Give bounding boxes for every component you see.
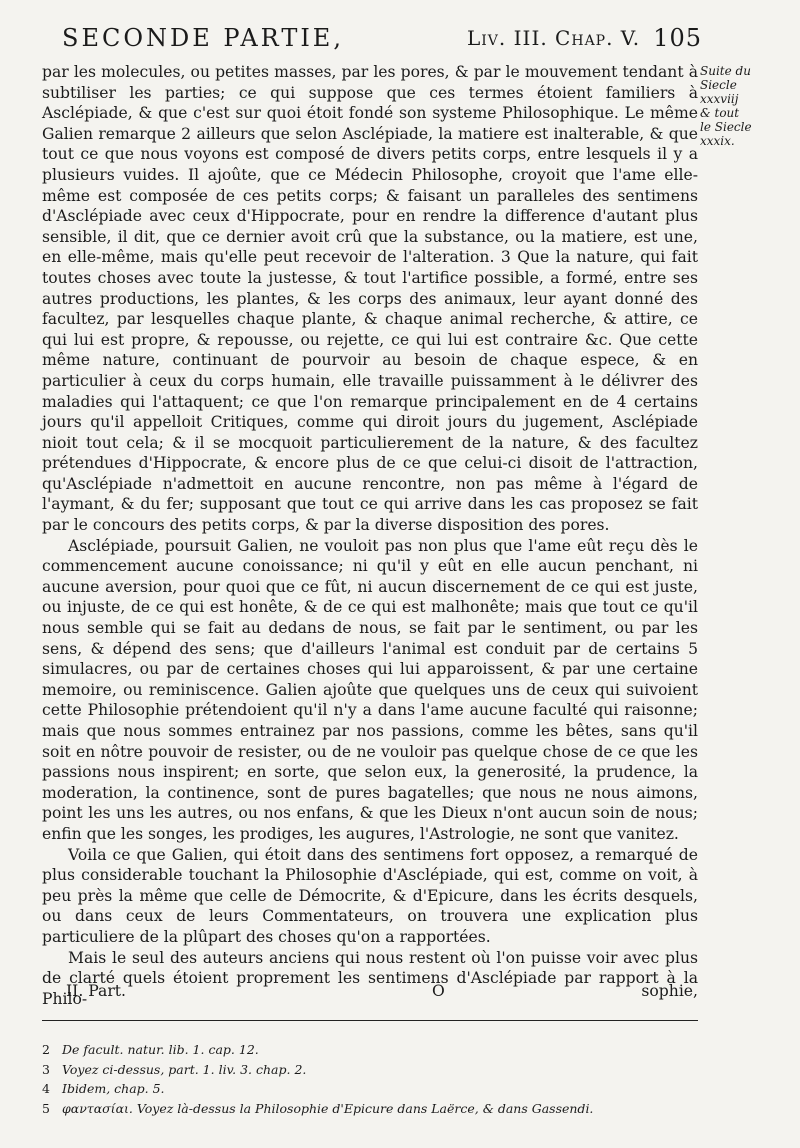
paragraph: Voila ce que Galien, qui étoit dans des sentimens fort opposez, a remarqué de plus considerable touchant la Philosophie d'Asclépiade, qui est, comme on voit, à peu près la même que celle de Démocrite, & d'Epicure, dans les écrits desquels, ou dans ceux de leurs Commentateurs, on trouvera une explication plus particuliere de la plûpart des choses qu'on a rapportées.	[42, 845, 698, 946]
footnote-text: Ibidem, chap. 5.	[62, 1081, 165, 1096]
main-text	[42, 62, 698, 1009]
signature-mark: II. Part.	[66, 982, 126, 1000]
footnote-number: 4	[42, 1081, 50, 1096]
footnote	[42, 1040, 698, 1060]
footnote	[42, 1099, 698, 1119]
margin-note	[700, 64, 772, 148]
footnote	[42, 1079, 698, 1099]
footnote-divider	[42, 1020, 698, 1021]
footnote-text: De facult. natur. lib. 1. cap. 12.	[62, 1042, 259, 1057]
margin-note-line: le Siecle	[700, 120, 752, 134]
footnote	[42, 1060, 698, 1080]
chapter-reference: Liv. III. Chap. V.	[467, 26, 641, 50]
running-header	[62, 24, 702, 58]
paragraph: Mais le seul des auteurs anciens qui nous restent où l'on puisse voir avec plus de clarté quels étoient proprement les sentimens d'Asclépiade par rapport à la Philo-	[42, 948, 698, 1008]
margin-note-line: & tout	[700, 106, 740, 120]
margin-note-line: xxxviij	[700, 92, 739, 106]
running-title: SECONDE PARTIE,	[62, 24, 344, 52]
paragraph: par les molecules, ou petites masses, par les pores, & par le mouvement tendant à subtiliser les parties; ce qui suppose que ces termes étoient familiers à Asclépiade, & que c'est sur quoi étoit fondé son systeme Philosophique. Le même Galien remarque 2 ailleurs que selon Asclépiade, la matiere est inalterable, & que tout ce que nous voyons est composé de divers petits corps, entre lesquels il y a plusieurs vuides. Il ajoûte, que ce Médecin Philosophe, croyoit que l'ame elle-même est composée de ces petits corps; & faisant un paralleles des sentimens d'Asclépiade avec ceux d'Hippocrate, pour en rendre la difference d'autant plus sensible, il dit, que ce dernier avoit crû que la substance, ou la matiere, est une, en elle-même, mais qu'elle peut recevoir de l'alteration. 3 Que la nature, qui fait toutes choses avec toute la justesse, & tout l'artifice possible, a formé, entre ses autres productions, les plantes, & les corps des animaux, leur ayant donné des facultez, par lesquelles chaque plante, & chaque animal recherche, & attire, ce qui lui est propre, & repousse, ou rejette, ce qui lui est contraire &c. Que cette même nature, continuant de pourvoir au besoin de chaque espece, & en particulier à ceux du corps humain, elle travaille puissamment à le délivrer des maladies qui l'attaquent; ce que l'on remarque principalement en de 4 certains jours qu'il appelloit Critiques, comme qui diroit jours du jugement, Asclépiade nioit tout cela; & il se mocquoit particulierement de la nature, & des facultez prétendues d'Hippocrate, & encore plus de ce que celui-ci disoit de l'attraction, qu'Asclépiade n'admettoit en aucune rencontre, non pas même à l'égard de l'aymant, & du fer; supposant que tout ce qui arrive dans les cas proposez se fait par le concours des petits corps, & par la diverse disposition des pores.	[42, 63, 698, 535]
footnote-number: 5	[42, 1100, 50, 1116]
margin-note-line: xxxix.	[700, 134, 735, 148]
footnote-text: φαντασίαι. Voyez là-dessus la Philosophie d'Epicure dans Laërce, & dans Gassendi.	[62, 1100, 594, 1116]
paragraph: Asclépiade, poursuit Galien, ne vouloit pas non plus que l'ame eût reçu dès le commencement aucune conoissance; ni qu'il y eût en elle aucun penchant, ni aucune aversion, pour quoi que ce fût, ni aucun discernement de ce qui est juste, ou injuste, de ce qui est honête, & de ce qui est malhonête; mais que tout ce qu'il nous semble qui se fait au dedans de nous, se fait par le sentiment, ou par les sens, & dépend des sens; que d'ailleurs l'animal est conduit par de certains 5 simulacres, ou par de certaines choses qui lui apparoissent, & par une certaine memoire, ou reminiscence. Galien ajoûte que quelques uns de ceux qui suivoient cette Philosophie prétendoient qu'il n'y a dans l'ame aucune faculté qui raisonne; mais que nous sommes entrainez par nos passions, comme les bêtes, sans qu'il soit en nôtre pouvoir de resister, ou de ne vouloir pas quelque chose de ce que les passions nous inspirent; en sorte, que selon eux, la generosité, la prudence, la moderation, la continence, sont de pures bagatelles; que nous ne nous aimons, point les uns les autres, ou nos enfans, & que les Dieux n'ont aucun soin de nous; enfin que les songes, les prodiges, les augures, l'Astrologie, ne sont que vanitez.	[42, 536, 698, 843]
margin-note-line: Siecle	[700, 78, 737, 92]
page-number: 105	[653, 24, 702, 52]
footnote-text: Voyez ci-dessus, part. 1. liv. 3. chap. 2.	[62, 1061, 307, 1077]
footnotes	[42, 1040, 698, 1118]
catchword: sophie,	[641, 982, 698, 1000]
signature-letter: O	[432, 982, 445, 1000]
margin-note-line: Suite du	[700, 64, 751, 78]
footnote-number: 2	[42, 1042, 50, 1057]
page-footer	[42, 982, 698, 1004]
footnote-number: 3	[42, 1061, 50, 1077]
